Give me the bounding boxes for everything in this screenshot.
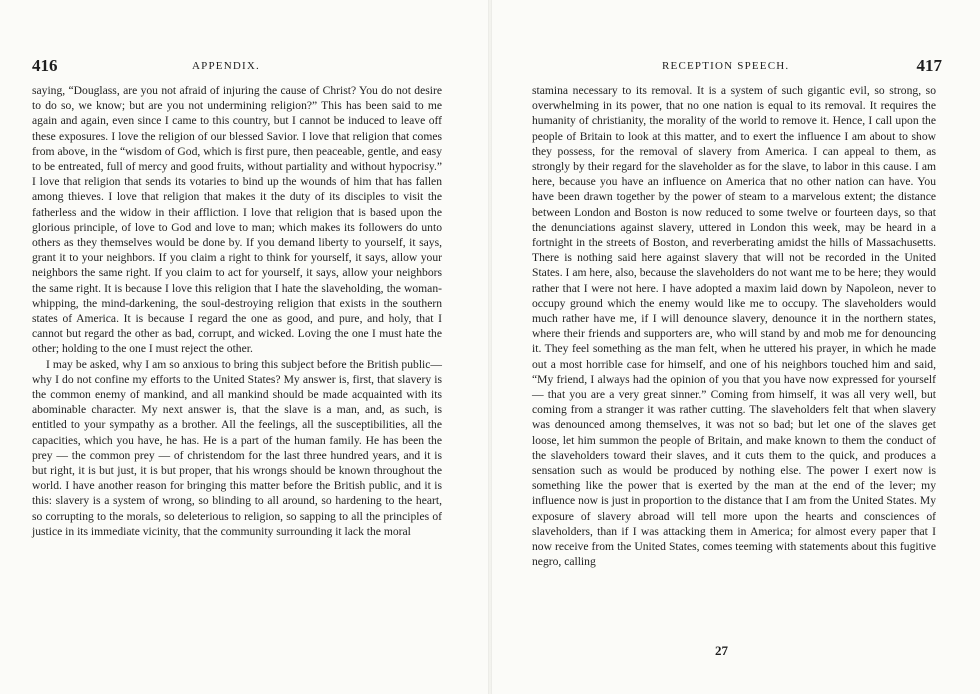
left-paragraph-2: I may be asked, why I am so anxious to bring this subject before the British public—why I do not confine my efforts to the United States? My answer is, first, that slavery is the common enemy of mankind, and all mankind should be made acquainted with its abominable character. My next answer is, that the slave is a man, and, as such, is entitled to your sympathy as a brother. All the feelings, all the susceptibilities, all the capacities, which you have, he has. He is a part of the human family. He has been the prey — the common prey — of christendom for the last three hundred years, and it is but right, it is but just, it is but proper, that his wrongs should be known throughout the world. I have another reason for bringing this matter before the British public, and it is this: slavery is a system of wrong, so blinding to all around, so hardening to the heart, so corrupting to the morals, so deleterious to religion, so sapping to all the principles of justice in its immediate vicinity, that the community surrounding it lack the moral (32, 357, 442, 538)
signature-mark: 27 (715, 643, 728, 658)
right-running-head: RECEPTION SPEECH. (662, 60, 790, 72)
left-page-number: 416 (32, 56, 58, 75)
left-page-text (32, 83, 442, 539)
right-page (492, 0, 980, 694)
right-page-number: 417 (916, 56, 942, 75)
left-page (0, 0, 488, 694)
left-page-header (32, 56, 442, 78)
right-page-header (532, 56, 942, 78)
left-running-head: APPENDIX. (192, 60, 260, 72)
right-paragraph-1: stamina necessary to its removal. It is a system of such gigantic evil, so strong, so overwhelming in its power, that no one nation is equal to its removal. It requires the humanity of christianity, the morality of the world to remove it. Hence, I call upon the people of Britain to look at this matter, and to exert the influence I am about to show they possess, for the removal of slavery from America. I can appeal to them, as strongly by their regard for the slaveholder as for the slave, to labor in this cause. I am here, because you have an influence on America that no other nation can have. You have been drawn together by the power of steam to a marvelous extent; the distance between London and Boston is now reduced to some twelve or fourteen days, so that the denunciations against slavery, uttered in London this week, may be heard in a fortnight in the streets of Boston, and reverberating amidst the hills of Massachusetts. There is nothing said here against slavery that will not be recorded in the United States. I am here, also, because the slaveholders do not want me to be here; they would rather that I were not here. I have adopted a maxim laid down by Napoleon, never to occupy ground which the enemy would like me to occupy. The slaveholders would much rather have me, if I will denounce slavery, denounce it in the northern states, where their friends and supporters are, who will stand by and mob me for denouncing it. They feel something as the man felt, when he uttered his prayer, in which he made out a most horrible case for himself, and one of his neighbors touched him and said, “My friend, I always had the opinion of you that you have now expressed for yourself — that you are a very great sinner.” Coming from himself, it was all very well, but coming from a stranger it was rather cutting. The slaveholders felt that when slavery was denounced among themselves, it was not so bad; but let one of the slaves get loose, let him summon the people of Britain, and make known to them the conduct of the slaveholders toward their slaves, and it cuts them to the quick, and produces a sensation such as would be produced by nothing else. The power I exert now is something like the power that is exerted by the man at the end of the lever; my influence now is just in proportion to the distance that I am from the United States. My exposure of slavery abroad will tell more upon the hearts and consciences of slaveholders, than if I was attacking them in America; for almost every paper that I now receive from the United States, comes teeming with statements about this fugitive negro, calling (532, 84, 936, 569)
right-page-text (532, 83, 936, 570)
left-paragraph-1: saying, “Douglass, are you not afraid of injuring the cause of Christ? You do not desire to do so, we know; but are you not undermining religion?” This has been said to me again and again, even since I came to this country, but I cannot be induced to leave off these exposures. I love the religion of our blessed Savior. I love that religion that comes from above, in the “wisdom of God, which is first pure, then peaceable, gentle, and easy to be entreated, full of mercy and good fruits, without partiality and without hypocrisy.” I love that religion that sends its votaries to bind up the wounds of him that has fallen among thieves. I love that religion that makes it the duty of its disciples to visit the fatherless and the widow in their affliction. I love that religion that is based upon the glorious principle, of love to God and love to man; which makes its followers do unto others as they themselves would be done by. If you demand liberty to yourself, it says, grant it to your neighbors. If you claim a right to think for yourself, it says, allow your neighbors the same right. If you claim to act for yourself, it says, allow your neighbors the same right. It is because I love this religion that I hate the slaveholding, the woman-whipping, the mind-darkening, the soul-destroying religion that exists in the southern states of America. It is because I regard the one as good, and pure, and holy, that I cannot but regard the other as bad, corrupt, and wicked. Loving the one I must hate the other; holding to the one I must reject the other. (32, 84, 442, 356)
